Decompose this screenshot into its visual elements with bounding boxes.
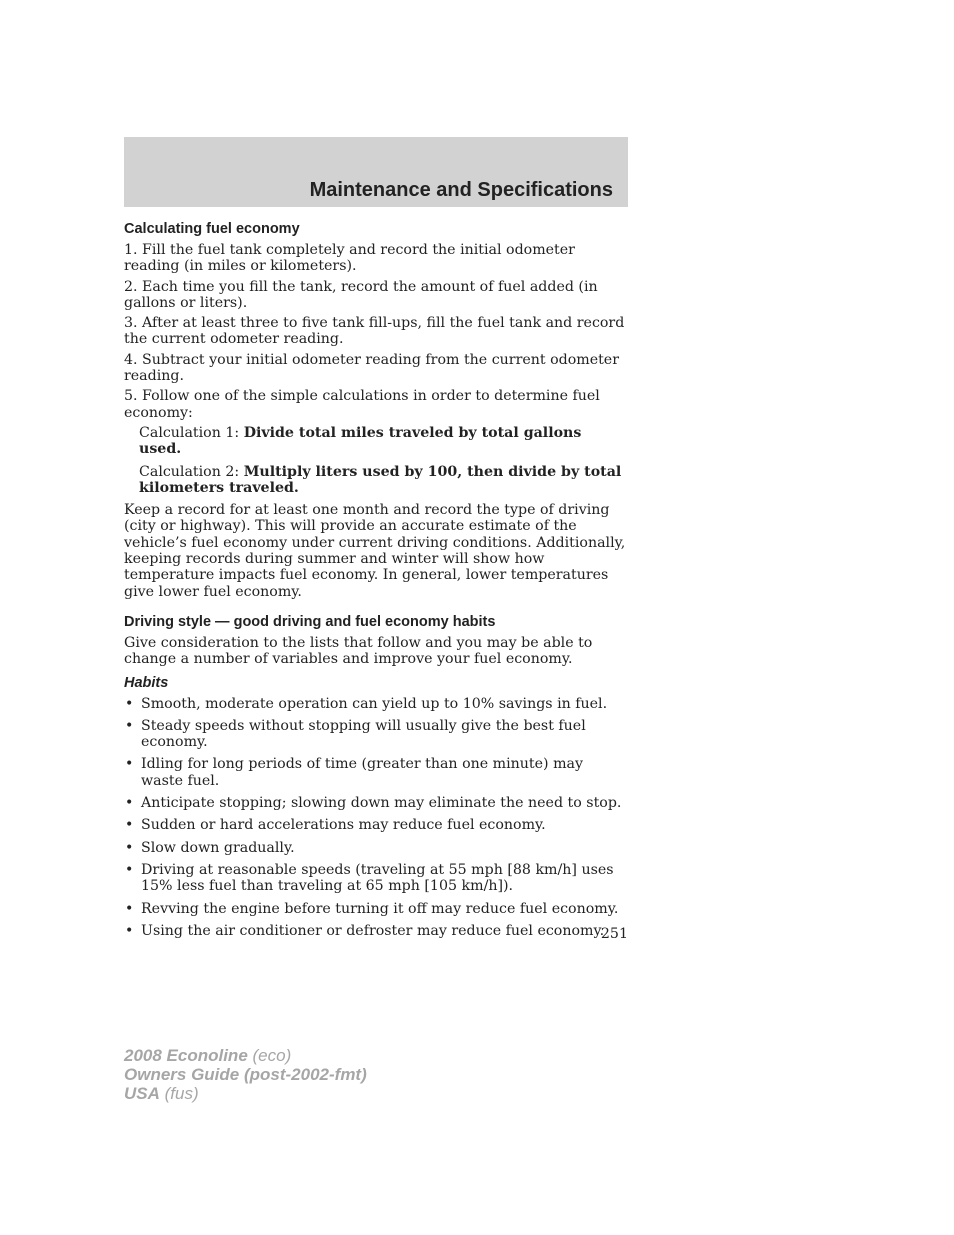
calculation-1 xyxy=(124,425,628,458)
step-3: 3. After at least three to five tank fill-ups, fill the fuel tank and record the current odometer reading. xyxy=(124,315,625,348)
bullet: • xyxy=(125,717,134,734)
list-item xyxy=(124,817,628,833)
step-1: 1. Fill the fuel tank completely and record the initial odometer reading (in miles or kilometers). xyxy=(124,242,575,275)
list-item-text: Smooth, moderate operation can yield up to 10% savings in fuel. xyxy=(141,695,608,712)
list-item-text: Slow down gradually. xyxy=(141,839,295,856)
list-item-text: Using the air conditioner or defroster may reduce fuel economy. xyxy=(141,922,605,939)
section-header-band xyxy=(124,137,628,207)
list-item-text: Driving at reasonable speeds (traveling at 55 mph [88 km/h] uses 15% less fuel than traveling at 65 mph [105 km/h]). xyxy=(141,861,614,895)
bullet: • xyxy=(125,817,134,834)
footer-document-id xyxy=(124,1046,367,1103)
heading-habits: Habits xyxy=(124,674,169,691)
page-number: 251 xyxy=(600,926,628,942)
list-item xyxy=(124,901,628,917)
list-item-text: Revving the engine before turning it off may reduce fuel economy. xyxy=(141,900,619,917)
footer-line-2 xyxy=(124,1065,367,1084)
calculation-1-label: Calculation 1: xyxy=(139,424,244,441)
footer-model-code: (eco) xyxy=(247,1046,292,1065)
list-item-text: Steady speeds without stopping will usually give the best fuel economy. xyxy=(141,717,586,751)
list-item xyxy=(124,756,628,789)
step-5: 5. Follow one of the simple calculations in order to determine fuel economy: xyxy=(124,388,600,421)
footer-model: 2008 Econoline xyxy=(124,1046,248,1065)
heading-calculating-fuel-economy: Calculating fuel economy xyxy=(124,221,300,237)
list-item-text: Idling for long periods of time (greater than one minute) may waste fuel. xyxy=(141,756,584,789)
footer-guide: Owners Guide (post-2002-fmt) xyxy=(124,1065,367,1084)
bullet: • xyxy=(125,795,134,812)
driving-style-intro: Give consideration to the lists that follow and you may be able to change a number of variables and improve your fuel economy. xyxy=(124,634,593,668)
page-content xyxy=(124,220,628,945)
bullet: • xyxy=(125,695,134,712)
record-keeping-paragraph: Keep a record for at least one month and record the type of driving (city or highway). This will provide an accurate estimate of the vehicle’s fuel economy under current driving conditions. Additionally, keeping records during summer and winter will show how temperature impacts fuel economy. In general, lower temperatures give lower fuel economy. xyxy=(124,502,626,600)
bullet: • xyxy=(125,922,134,939)
list-item xyxy=(124,862,628,895)
calculation-2-text: Multiply liters used by 100, then divide by total kilometers traveled. xyxy=(139,463,622,496)
bullet: • xyxy=(125,839,134,856)
list-item xyxy=(124,696,628,712)
step-2: 2. Each time you fill the tank, record the amount of fuel added (in gallons or liters). xyxy=(124,278,598,311)
step-4: 4. Subtract your initial odometer reading from the current odometer reading. xyxy=(124,351,619,385)
bullet: • xyxy=(125,861,134,878)
heading-driving-style: Driving style — good driving and fuel economy habits xyxy=(124,613,496,630)
list-item-text: Sudden or hard accelerations may reduce fuel economy. xyxy=(141,817,546,834)
footer-market-code: (fus) xyxy=(159,1084,199,1103)
calculation-1-text: Divide total miles traveled by total gallons used. xyxy=(139,424,582,458)
list-item xyxy=(124,718,628,751)
list-item xyxy=(124,840,628,856)
bullet: • xyxy=(125,900,134,917)
habits-list xyxy=(124,696,628,940)
footer-line-3 xyxy=(124,1084,367,1103)
section-title: Maintenance and Specifications xyxy=(309,179,613,201)
list-item xyxy=(124,795,628,811)
calculation-2 xyxy=(124,464,628,497)
list-item xyxy=(124,923,628,939)
bullet: • xyxy=(125,756,134,773)
list-item-text: Anticipate stopping; slowing down may eliminate the need to stop. xyxy=(141,795,622,812)
footer-market: USA xyxy=(124,1084,160,1103)
footer-line-1 xyxy=(124,1046,367,1065)
calculation-2-label: Calculation 2: xyxy=(139,463,244,480)
